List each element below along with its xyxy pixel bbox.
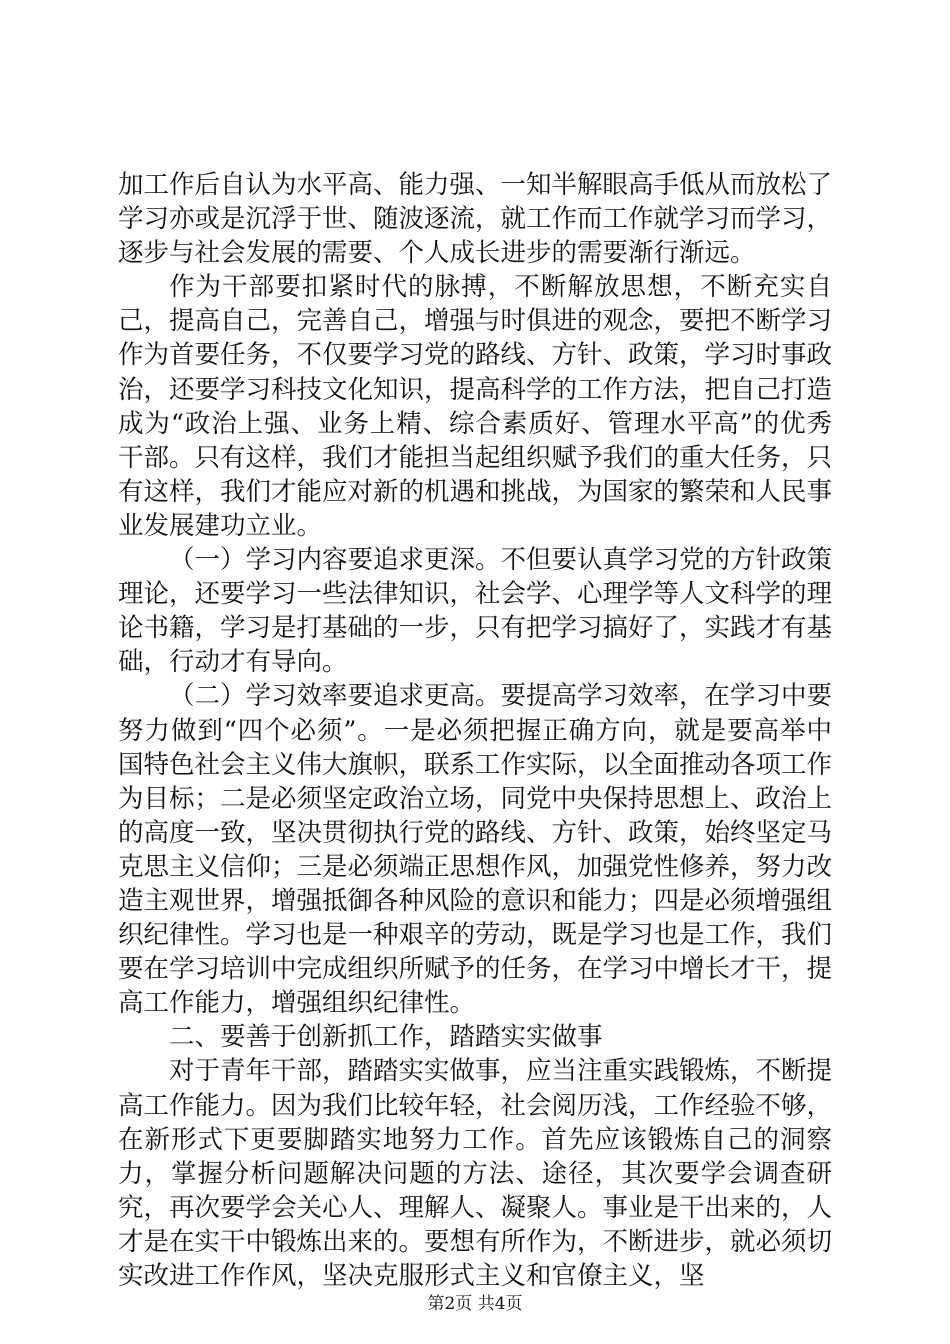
paragraph-learning-efficiency: （二）学习效率要追求更高。要提高学习效率，在学习中要努力做到“四个必须”。一是必须把握正确方向，就是要高举中国特色社会主义伟大旗帜，联系工作实际，以全面推动各项工作为目标；二是必须坚定政治立场，同党中央保持思想上、政治上的高度一致，坚决贯彻执行党的路线、方针、政策，始终坚定马克思主义信仰；三是必须端正思想作风，加强党性修养，努力改造主观世界，增强抵御各种风险的意识和能力；四是必须增强组织纪律性。学习也是一种艰辛的劳动，既是学习也是工作，我们要在学习培训中完成组织所赋予的任务，在学习中增长才干，提高工作能力，增强组织纪律性。 [118, 681, 833, 1019]
section-heading: 二、要善于创新抓工作，踏踏实实做事 [169, 1022, 603, 1053]
paragraph-practical-work: 对于青年干部，踏踏实实做事，应当注重实践锻炼，不断提高工作能力。因为我们比较年轻，社会阅历浅，工作经验不够，在新形式下更要脚踏实地努力工作。首先应该锻炼自己的洞察力，掌握分析问题解决问题的方法、途径，其次要学会调查研究，再次要学会关心人、理解人、凝聚人。事业是干出来的，人才是在实干中锻炼出来的。要想有所作为，不断进步，就必须切实改进工作作风，坚决克服形式主义和官僚主义，坚 [118, 1056, 833, 1291]
paragraph-cadre-learning: 作为干部要扣紧时代的脉搏，不断解放思想，不断充实自己，提高自己，完善自己，增强与时俱进的观念，要把不断学习作为首要任务，不仅要学习党的路线、方针、政策，学习时事政治，还要学习科技文化知识，提高科学的工作方法，把自己打造成为“政治上强、业务上精、综合素质好、管理水平高”的优秀干部。只有这样，我们才能担当起组织赋予我们的重大任务，只有这样，我们才能应对新的机遇和挑战，为国家的繁荣和人民事业发展建功立业。 [118, 272, 833, 541]
paragraph-learning-content: （一）学习内容要追求更深。不但要认真学习党的方针政策理论，还要学习一些法律知识，社会学、心理学等人文科学的理论书籍，学习是打基础的一步，只有把学习搞好了，实践才有基础，行动才有导向。 [118, 545, 833, 678]
document-body [118, 168, 832, 1293]
paragraph-continuation: 加工作后自认为水平高、能力强、一知半解眼高手低从而放松了学习亦或是沉浮于世、随波逐流，就工作而工作就学习而学习，逐步与社会发展的需要、个人成长进步的需要渐行渐远。 [118, 170, 833, 269]
page-number-footer: 第2页 共4页 [427, 1294, 523, 1314]
